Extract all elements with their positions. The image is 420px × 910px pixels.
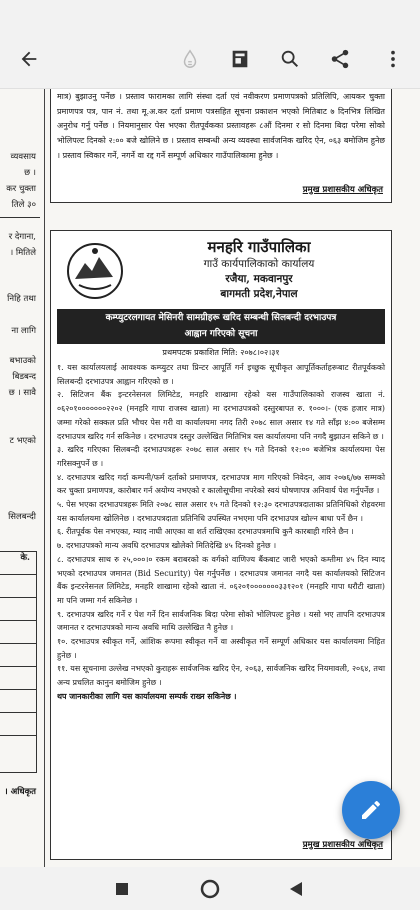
newspaper-page — [0, 89, 420, 867]
list-item: १०. दरभाउपत्र स्वीकृत गर्ने, आंशिक रूपमा स्वीकृत गर्ने वा अस्वीकृत गर्ने सम्पूर्ण अधिकार यस कार्यालयमा निहित हुनेछ । — [57, 637, 385, 660]
column-fragment: ना लागि — [11, 326, 36, 336]
notice-items — [57, 361, 385, 704]
column-fragment: बिडबन्द — [12, 372, 36, 382]
column-fragment: कर चुक्ता — [6, 184, 36, 194]
ink-drop-icon[interactable] — [173, 42, 207, 76]
notice-1-signature: प्रमुख प्रशासकीय अधिकृत — [302, 185, 383, 195]
list-item: ११. यस सूचनामा उल्लेख नभएको कुराहरू सार्वजनिक खरिद ऐन, २०६३, सार्वजनिक खरिद नियमावली, २०६४, तथा अन्य प्रचलित कानुन बमोजिम हुनेछ । — [57, 664, 385, 688]
notice-1-body: मात्र) बुझाउनु पर्नेछ । प्रस्ताव फारामका लागि संस्था दर्ता एवं नवीकरण प्रमाणपत्रको प्रतिलिपि, आयकर चुक्ता प्रमाणपत्र पत्र, पान नं. तथा मू.अ.कर दर्ता प्रमाण पत्रसहित सूचना प्रकाशन भएको मितिबाट ७ दिनभित्र लिखित अनुरोध गर्नु पर्नेछ । नियमानुसार पेस भएका रीतपूर्वकका प्रस्तावहरू ८औं दिनमा र सो दिनमा बिदा परेमा सोको भोलिपल्ट दिनको २:०० बजे खोलिने छ । प्रस्ताव सम्बन्धी अन्य व्यवस्था सार्वजनिक खरिद ऐन, ०६३ बमोजिम हुनेछ । प्रस्ताव स्विकार गर्ने, नगर्ने वा रद्द गर्ने सम्पूर्ण अधिकार गाउँपालिकामा हुनेछ । — [57, 92, 385, 160]
more-vert-icon[interactable] — [376, 42, 410, 76]
column-fragment: । मितिले — [9, 248, 36, 258]
list-item: ६. रीतपूर्वक पेस नभएका, म्याद नाघी आएका वा शर्त राखिएका दरभाउपत्रमाथि कुनै कारबाही गरिने छैन । — [57, 527, 354, 537]
column-fragment: । अधिकृत — [4, 787, 36, 797]
column-fragment: सिलबन्दी — [8, 512, 36, 522]
column-rule — [44, 89, 45, 867]
list-item: ५. पेस भएका दरभाउपत्रहरू मिति २०७८ साल असार १५ गते दिनको १२:३० दरभाउपत्रदाताका प्रतिनिधिको रोहवरमा यस कार्यालयमा खोलिनेछ । दरभाउपत्रदाता प्रतिनिधि उपस्थित नभएमा पनि दरभाउपत्र खोल्न बाधा पर्ने छैन । — [57, 500, 385, 523]
app-toolbar — [0, 30, 420, 89]
municipality-title: मनहरि गाउँपालिका — [207, 238, 311, 256]
notice-box-2 — [50, 230, 392, 860]
column-fragment: बभाउको — [9, 356, 36, 366]
recent-apps-icon[interactable] — [110, 877, 134, 901]
column-fragment: ट भएको — [9, 436, 36, 446]
banner-line-1: कम्प्युटरलगायत मेसिनरी सामग्रीहरू खरिद सम्बन्धी सिलबन्दी दरभाउपत्र — [105, 313, 337, 323]
share-icon[interactable] — [323, 42, 357, 76]
office-name: गाउँ कार्यपालिकाको कार्यालय — [203, 258, 315, 270]
adjacent-column — [0, 89, 40, 867]
back-triangle-icon[interactable] — [284, 877, 308, 901]
list-item: ३. खरिद गरिएका सिलबन्दी दरभाउपत्रहरू २०७८ साल असार १५ गते दिनको १२:०० बजेभित्र कार्यालयमा पेस गरिसक्नुपर्ने छ । — [57, 445, 385, 468]
column-fragment: व्यवसाय — [10, 152, 36, 162]
edit-fab-button[interactable] — [342, 781, 400, 839]
document-icon[interactable] — [223, 42, 257, 76]
list-item: ७. दरभाउपत्रको मान्य अवधि दरभाउपत्र खोलेको मितिदेखि ४५ दिनको हुनेछ । — [57, 541, 277, 551]
notice-2-signature: प्रमुख प्रशासकीय अधिकृत — [302, 840, 383, 850]
column-table — [0, 551, 37, 773]
list-item: ८. दरभाउपत्र साथ रु २५,०००।० रकम बराबरको क वर्गको वाणिज्य बैंकबाट जारी भएको कम्तीमा ४५ दिन म्याद भएको दरभाउपत्र जमानत (Bid Security) पेस गर्नुपर्नेछ । दरभाउपत्र जमानत नगदै यस कार्यालयको सिटिजन बैंक इन्टरनेसनल लिमिटेड, मनहरि शाखामा रहेको खाता नं. ०६२०१०००००००३३१२०१ (मनहरि गापा धरौटी खाता) मा पनि जम्मा गर्न सकिनेछ । — [57, 554, 385, 605]
pencil-icon — [359, 798, 383, 822]
province-name: बागमती प्रदेश,नेपाल — [220, 288, 298, 300]
column-fragment: निहि तथा — [7, 294, 36, 304]
column-fragment: छ । सावै — [8, 388, 36, 398]
list-item: ४. दरभाउपत्र खरिद गर्दा कम्पनी/फर्म दर्ताको प्रमाणपत्र, दरभाउपत्र माग गरिएको निवेदन, आव २०७६/७७ सम्मको कर चुक्ता प्रमाणपत्र, कारोबार गर्न अयोग्य नभएको र कालोसूचीमा नपरेको स्वयं घोषणापत्र अनिवार्य पेश गर्नुपर्नेछ । — [57, 472, 385, 496]
search-icon[interactable] — [273, 42, 307, 76]
list-item: ९. दरभाउपत्र खरिद गर्ने र पेश गर्ने दिन सार्वजनिक बिदा परेमा सोको भोलिपल्ट हुनेछ । यसो भए तापनि दरभाउपत्र जमानत र दरभाउपत्रको मान्य अवधि माथि उल्लेखित नै हुनेछ । — [57, 609, 385, 633]
column-fragment: छ । — [24, 168, 36, 178]
publication-date: प्रथमपटक प्रकाशित मिति: २०७८।०२।३१ — [162, 348, 280, 357]
column-fragment: तिले ३० — [11, 200, 36, 210]
home-icon[interactable] — [198, 877, 222, 901]
list-item: २. सिटिजन बैंक इन्टरनेसनल लिमिटेड, मनहरि शाखामा रहेको यस गाउँपालिकाको राजस्व खाता नं. ०६२०१०००००००२२०२ (मनहरि गापा राजस्व खाता) मा दरभाउपत्रको दस्तुरबापत रु. १०००।- (एक हजार मात्र) जम्मा गरेको सक्कल प्रति भौचर पेस गरी वा कार्यालयमा नगद तिरी २०७८ साल असार १४ गते साँझ ४:०० बजेसम्म दरभाउपत्र खरिद गर्न सकिनेछ । दरभाउपत्र दस्तुर उल्लेखित मितिभित्र यस कार्यालयमा पनि नगदै बुझाउन सकिने छ । — [57, 390, 385, 441]
notice-footnote: थप जानकारीका लागि यस कार्यालयमा सम्पर्क राख्न सकिनेछ । — [57, 691, 237, 701]
table-header-fragment: के. — [20, 553, 30, 563]
system-nav-bar — [0, 867, 420, 910]
status-bar — [0, 0, 420, 30]
notice-banner — [57, 309, 385, 344]
office-address: रजैया, मकवानपुर — [225, 273, 293, 285]
column-fragment: र देगाना, — [8, 232, 36, 242]
banner-line-2: आह्वान गरिएको सूचना — [184, 329, 258, 339]
column-divider — [0, 217, 40, 218]
nepal-emblem-icon — [65, 241, 125, 301]
list-item: १. यस कार्यालयलाई आवश्यक कम्प्युटर तथा प्रिन्टर आपूर्ति गर्न इच्छुक सूचीकृत आपूर्तिकर्ताहरूबाट रीतपूर्वकको सिलबन्दी दरभाउपत्र आह्वान गरिएको छ । — [57, 363, 385, 386]
notice-box-1 — [50, 89, 392, 203]
back-arrow-icon[interactable] — [12, 42, 46, 76]
